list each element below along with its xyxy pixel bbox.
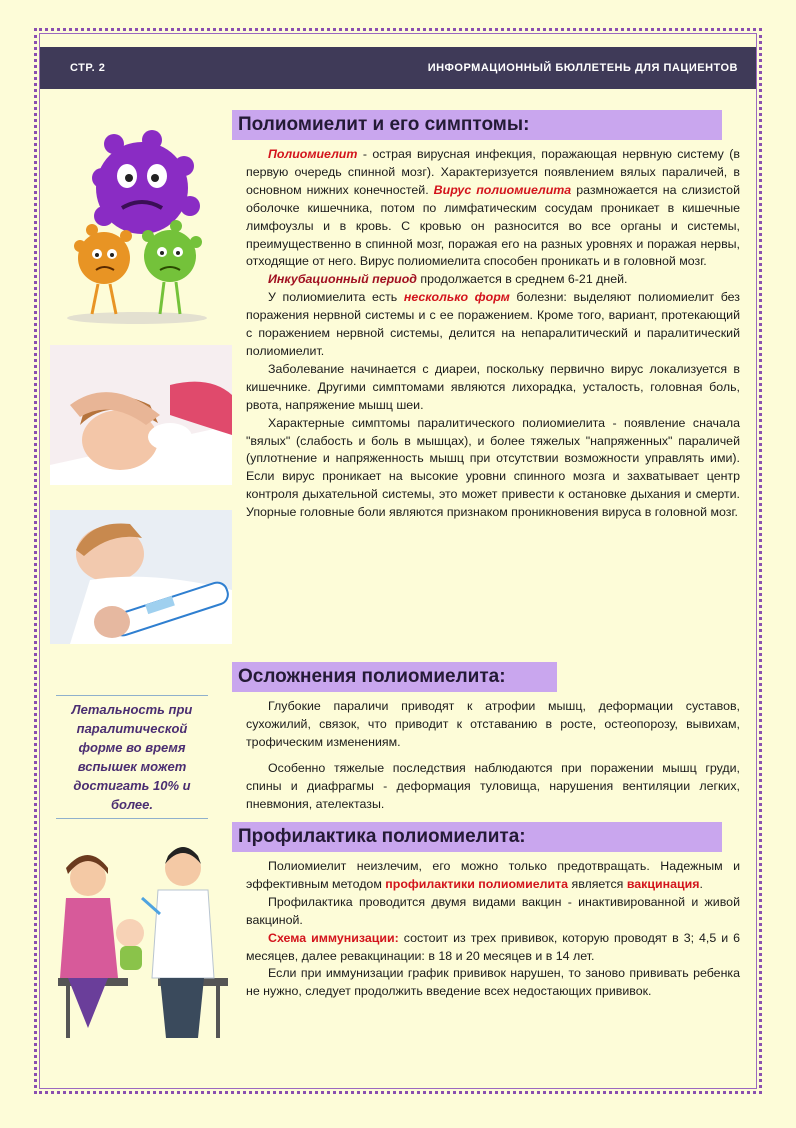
text-span: состоит из трех прививок, которую проводят в 3; 4,5 и 6 месяцев, далее ревакцинации: в 18 и 20 месяцев и в 14 лет.	[246, 930, 740, 963]
section-title-text: Полиомиелит и его симптомы:	[238, 114, 530, 135]
text-span: является	[568, 876, 627, 891]
highlight-term: Инкубационный период	[268, 272, 417, 287]
text-span: - острая вирусная инфекция, поражающая нервную систему (в первую очередь спинной мозг). Характеризуется появлением вялых параличей, в основном нижних конечностей.	[246, 147, 740, 197]
highlight-term: профилактики полиомиелита	[385, 876, 569, 891]
mortality-callout	[56, 695, 208, 819]
highlight-term: несколько форм	[403, 290, 510, 305]
section-title-prevention	[232, 822, 722, 852]
text-span: Полиомиелит неизлечим, его можно только предотвращать. Надежным и эффективным методом	[246, 859, 740, 891]
text-span: размножается на слизистой оболочке кишечника, потом по лимфатическим сосудам проникает в кишечные лимфоузлы и в кровь. С кровью он разносится во все органы и системы, преимущественно в спинной мозг, поражая его на разных уровнях и поражая нервы, отходящие от него. Вирус полиомиелита способен проникать и в головной мозг.	[246, 182, 740, 269]
thermometer-child-photo	[50, 510, 232, 644]
prevention-text	[246, 858, 740, 1001]
vaccination-illustration	[48, 838, 234, 1053]
text-span: болезни: выделяют полиомиелит без поражения нервной системы и с ее поражением. Кроме того, вариант, протекающий с поражением нервной системы, делится на непаралитический и паралитический полиомиелит.	[246, 290, 740, 358]
sick-child-photo	[50, 345, 232, 485]
page-number: СТР. 2	[70, 62, 106, 74]
highlight-term: Полиомиелит	[268, 147, 358, 161]
paragraph	[246, 146, 740, 271]
callout-text: Летальность при паралитической форме во время вспышек может достигать 10% и более.	[71, 702, 193, 812]
section-title-text: Профилактика полиомиелита:	[238, 826, 526, 847]
section-title-complications	[232, 662, 557, 692]
symptoms-text	[246, 146, 740, 522]
paragraph	[246, 930, 740, 966]
highlight-term: Схема иммунизации:	[268, 930, 399, 945]
virus-illustration	[52, 118, 222, 328]
paragraph	[246, 271, 740, 289]
section-title-text: Осложнения полиомиелита:	[238, 666, 506, 687]
text-span: продолжается в среднем 6-21 дней.	[416, 272, 628, 287]
bulletin-title: ИНФОРМАЦИОННЫЙ БЮЛЛЕТЕНЬ ДЛЯ ПАЦИЕНТОВ	[427, 62, 738, 74]
paragraph: Если при иммунизации график прививок нарушен, то заново прививать ребенка не нужно, следует продолжить введение всех недостающих прививок.	[246, 966, 740, 999]
header-bar	[40, 47, 756, 89]
text-span: У полиомиелита есть	[268, 290, 404, 305]
paragraph: Профилактика проводится двумя видами вакцин - инактивированной и живой вакциной.	[246, 894, 740, 927]
highlight-term: Вирус полиомиелита	[433, 182, 572, 197]
paragraph: Заболевание начинается с диареи, поскольку первично вирус локализуется в кишечнике. Другими симптомами являются лихорадка, усталость, головная боль, рвота, напряжение мышц шеи.	[246, 361, 740, 412]
paragraph: Характерные симптомы паралитического полиомиелита - появление сначала "вялых" (слабость и боль в мышцах), и более тяжелых "напряженных" параличей (уплотнение и напряженность мышц при отсутствии возможности управлять ими). Если вирус проникает на высокие уровни спинного мозга и захватывает центр контроля дыхательной системы, это может привести к остановке дыхания и смерти. Упорные головные боли являются признаком проникновения вируса в головной мозг.	[246, 415, 740, 520]
section-title-symptoms	[232, 110, 722, 140]
text-span: .	[699, 876, 703, 891]
highlight-term: вакцинация	[626, 876, 700, 891]
paragraph	[246, 858, 740, 894]
complications-text	[246, 698, 740, 813]
paragraph	[246, 289, 740, 361]
paragraph: Глубокие параличи приводят к атрофии мышц, деформации суставов, сухожилий, связок, что приводит к отставанию в росте, остеопорозу, вывихам, трофическим изменениям.	[246, 699, 740, 749]
paragraph: Особенно тяжелые последствия наблюдаются при поражении мышц груди, спины и диафрагмы - деформация туловища, нарушения вентиляции легких, пневмония, ателектазы.	[246, 760, 740, 811]
